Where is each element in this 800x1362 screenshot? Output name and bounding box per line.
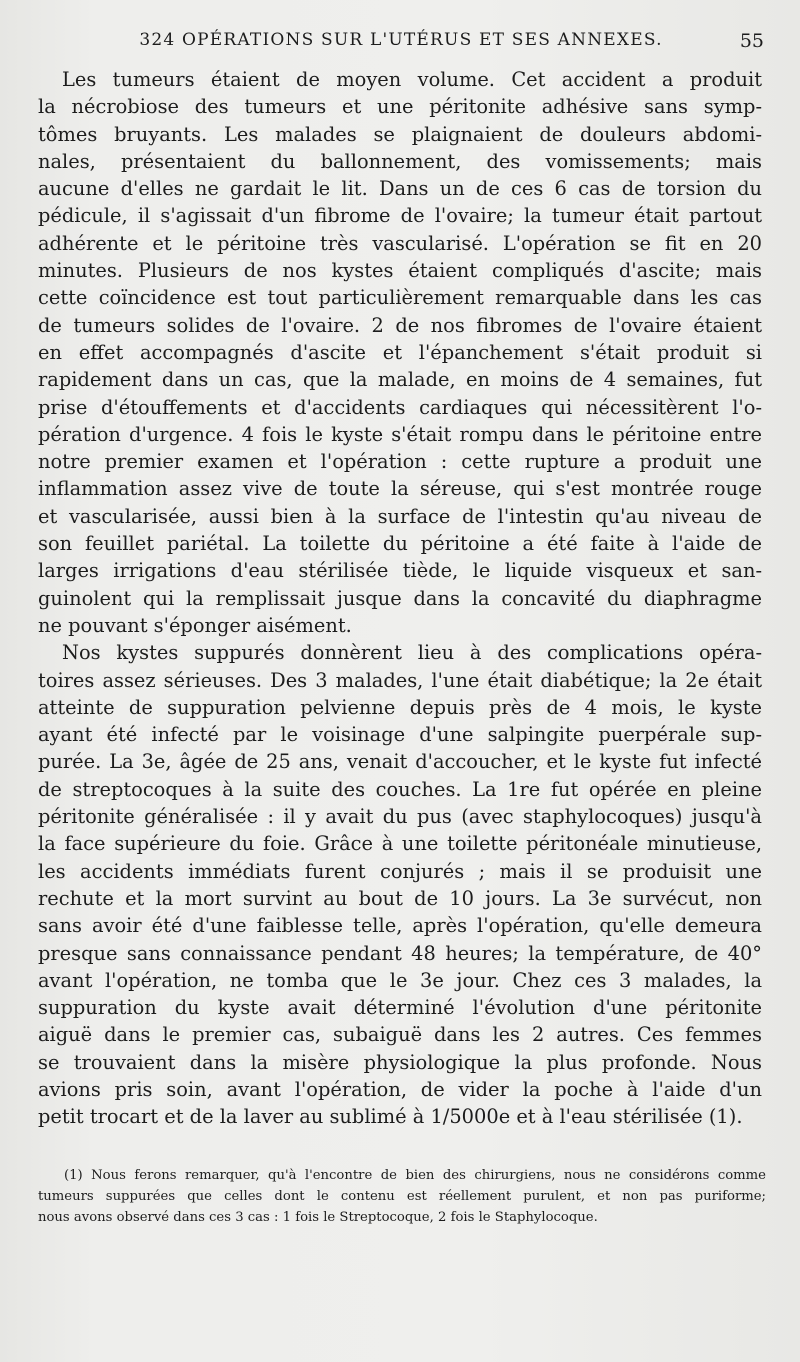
footnote-line: nous avons observé dans ces 3 cas : 1 fois le Streptocoque, 2 fois le Staphylocoque. [38,1210,598,1225]
text-line: de streptocoques à la suite des couches. La 1re fut opérée en pleine [38,777,762,801]
text-line: aiguë dans le premier cas, subaiguë dans les 2 autres. Ces femmes [38,1023,762,1047]
text-line: cette coïncidence est tout particulièrement remarquable dans les cas [38,286,762,310]
text-line: atteinte de suppuration pelvienne depuis près de 4 mois, le kyste [38,695,762,719]
footnote-line: (1) Nous ferons remarquer, qu'à l'encontre de bien des chirurgiens, nous ne considérons comme [64,1168,766,1183]
body-text [38,66,762,1131]
text-line: ne pouvant s'éponger aisément. [38,613,352,637]
text-line: ayant été infecté par le voisinage d'une salpingite puerpérale sup- [38,723,762,747]
text-line: aucune d'elles ne gardait le lit. Dans un de ces 6 cas de torsion du [38,177,762,201]
text-line: purée. La 3e, âgée de 25 ans, venait d'accoucher, et le kyste fut infecté [38,750,762,774]
text-line: toires assez sérieuses. Des 3 malades, l'une était diabétique; la 2e était [38,668,762,692]
text-line: en effet accompagnés d'ascite et l'épanchement s'était produit si [38,340,762,364]
text-line: rechute et la mort survint au bout de 10 jours. La 3e survécut, non [38,886,762,910]
page-number: 55 [739,30,764,52]
text-line: inflammation assez vive de toute la séreuse, qui s'est montrée rouge [38,477,762,501]
text-line: petit trocart et de la laver au sublimé à 1/5000e et à l'eau stérilisée (1). [38,1105,743,1129]
text-line: sans avoir été d'une faiblesse telle, après l'opération, qu'elle demeura [38,914,762,938]
text-line: pération d'urgence. 4 fois le kyste s'était rompu dans le péritoine entre [38,422,762,446]
text-line: se trouvaient dans la misère physiologique la plus profonde. Nous [38,1050,762,1074]
text-line: notre premier examen et l'opération : cette rupture a produit une [38,450,762,474]
text-line: avant l'opération, ne tomba que le 3e jour. Chez ces 3 malades, la [38,968,762,992]
text-line: tômes bruyants. Les malades se plaignaient de douleurs abdomi- [38,122,762,146]
text-line: pédicule, il s'agissait d'un fibrome de l'ovaire; la tumeur était partout [38,204,762,228]
text-line: et vascularisée, aussi bien à la surface de l'intestin qu'au niveau de [38,504,762,528]
text-line: rapidement dans un cas, que la malade, en moins de 4 semaines, fut [38,368,762,392]
text-line: minutes. Plusieurs de nos kystes étaient compliqués d'ascite; mais [38,259,762,283]
footnotes [38,1165,766,1228]
text-line: nales, présentaient du ballonnement, des vomissements; mais [38,149,762,173]
text-line: la nécrobiose des tumeurs et une péritonite adhésive sans symp- [38,95,762,119]
text-line: son feuillet pariétal. La toilette du péritoine a été faite à l'aide de [38,532,762,556]
text-line: guinolent qui la remplissait jusque dans la concavité du diaphragme [38,586,762,610]
text-line: Nos kystes suppurés donnèrent lieu à des complications opéra- [62,641,762,665]
text-line: la face supérieure du foie. Grâce à une toilette péritonéale minutieuse, [38,832,762,856]
running-title: 324 OPÉRATIONS SUR L'UTÉRUS ET SES ANNEXES. [139,30,663,50]
text-line: adhérente et le péritoine très vascularisé. L'opération se fit en 20 [38,231,762,255]
text-line: Les tumeurs étaient de moyen volume. Cet accident a produit [62,68,762,91]
text-line: prise d'étouffements et d'accidents cardiaques qui nécessitèrent l'o- [38,395,762,419]
text-line: presque sans connaissance pendant 48 heures; la température, de 40° [38,941,762,965]
text-line: avions pris soin, avant l'opération, de vider la poche à l'aide d'un [38,1077,762,1101]
text-line: larges irrigations d'eau stérilisée tiède, le liquide visqueux et san- [38,559,762,583]
footnote-line: tumeurs suppurées que celles dont le contenu est réellement purulent, et non pas puriforme; [38,1189,766,1204]
running-head [38,30,764,60]
text-line: péritonite généralisée : il y avait du pus (avec staphylocoques) jusqu'à [38,805,762,829]
text-line: de tumeurs solides de l'ovaire. 2 de nos fibromes de l'ovaire étaient [38,313,762,337]
text-line: les accidents immédiats furent conjurés ; mais il se produisit une [38,859,762,883]
text-line: suppuration du kyste avait déterminé l'évolution d'une péritonite [38,996,762,1020]
